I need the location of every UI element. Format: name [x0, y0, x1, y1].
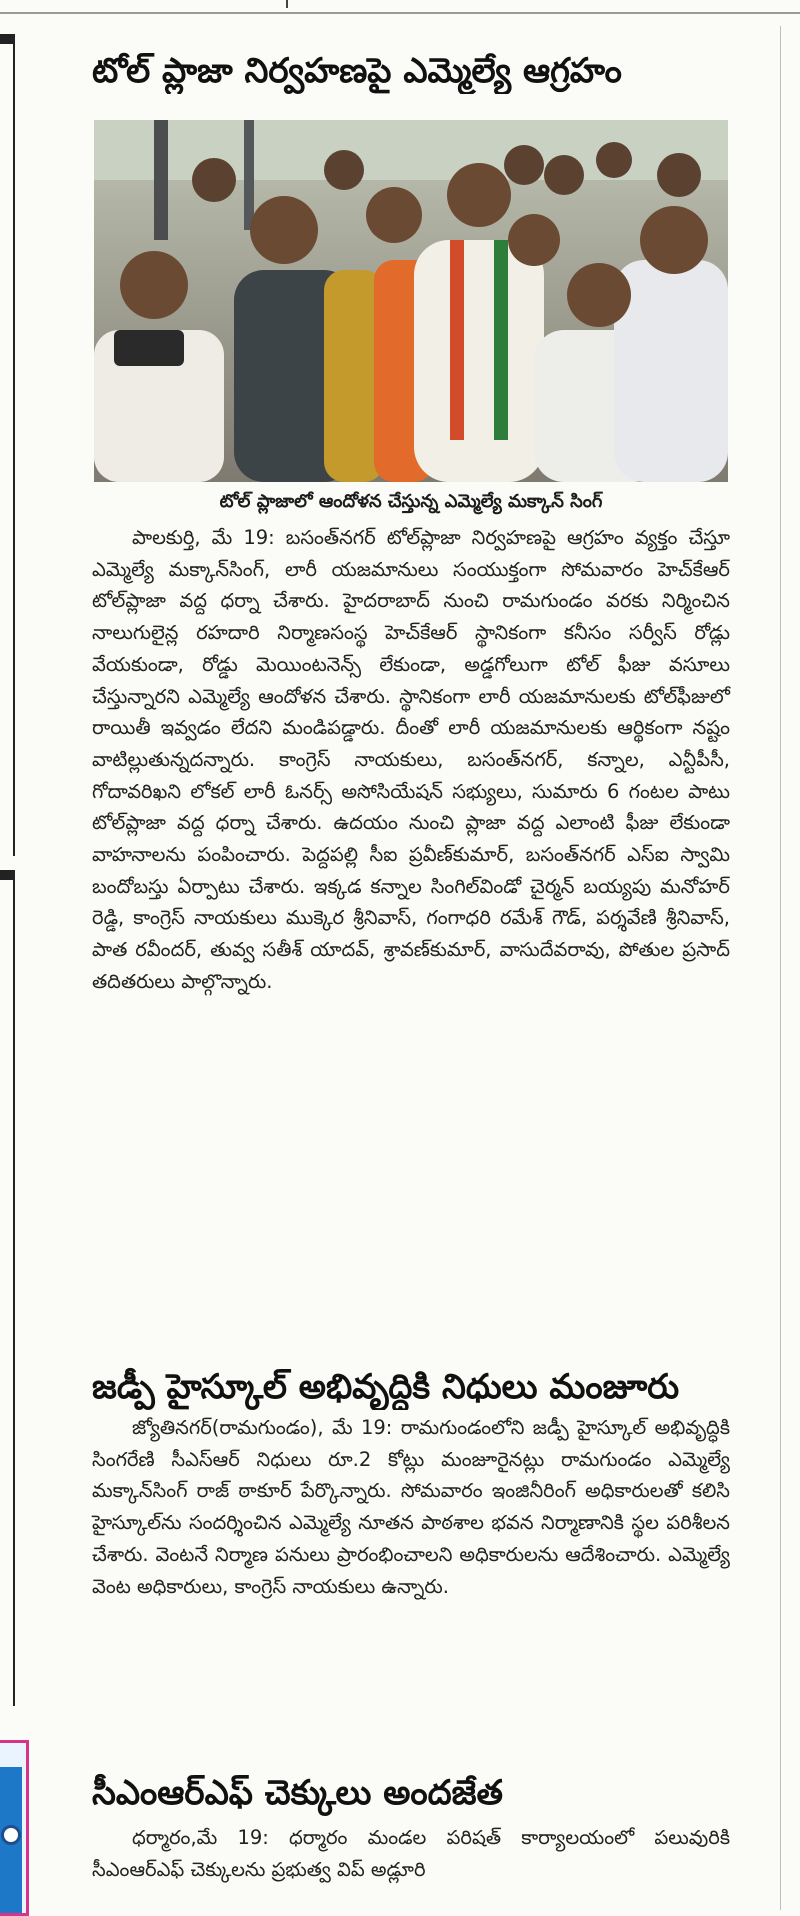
article-3-body: ధర్మారం,మే 19: ధర్మారం మండల పరిషత్ కార్యాలయంలో పలువురికి సీఎంఆర్‌ఎఫ్ చెక్కులను ప్రభుత్వ విప్ అడ్లూరి	[92, 1826, 730, 1881]
advertisement-fragment	[0, 1740, 29, 1916]
article-1-photo-caption: టోల్ ప్లాజాలో ఆందోళన చేస్తున్న ఎమ్మెల్యే మక్కాన్ సింగ్	[219, 491, 603, 512]
neighbor-column-lower	[0, 870, 15, 1706]
top-rule	[0, 12, 800, 14]
neighbor-column-upper	[0, 34, 15, 856]
crowd-photo-illustration	[94, 120, 728, 482]
article-1-body: పాలకుర్తి, మే 19: బసంత్‌నగర్ టోల్‌ప్లాజా నిర్వహణపై ఆగ్రహం వ్యక్తం చేస్తూ ఎమ్మెల్యే మక్కాన్‌సింగ్, లారీ యజమానులు సంయుక్తంగా సోమవారం హెచ్‌కేఆర్ టోల్‌ప్లాజా వద్ద ధర్నా చేశారు. హైదరాబాద్ నుంచి రామగుండం వరకు నిర్మించిన నాలుగులైన్ల రహదారి నిర్మాణసంస్థ హెచ్‌కేఆర్ స్థానికంగా కనీసం సర్వీస్ రోడ్లు వేయకుండా, రోడ్డు మెయింటనెన్స్ లేకుండా, అడ్డగోలుగా టోల్ ఫీజు వసూలు చేస్తున్నారని ఎమ్మెల్యే ఆందోళన చేశారు. స్థానికంగా లారీ యజమానులకు టోల్‌ఫీజులో రాయితీ ఇవ్వడం లేదని మండిపడ్డారు. దీంతో లారీ యజమానులకు ఆర్థికంగా నష్టం వాటిల్లుతున్నదన్నారు. కాంగ్రెస్ నాయకులు, బసంత్‌నగర్, కన్నాల, ఎన్టీపీసీ, గోదావరిఖని లోకల్ లారీ ఓనర్స్ అసోసియేషన్ సభ్యులు, సుమారు 6 గంటల పాటు టోల్‌ప్లాజా వద్ద ధర్నా చేశారు. ఉదయం నుంచి ప్లాజా వద్ద ఎలాంటి ఫీజు లేకుండా వాహనాలను పంపించారు. పెద్దపల్లి సీఐ ప్రవీణ్‌కుమార్, బసంత్‌నగర్ ఎస్ఐ స్వామి బందోబస్తు ఏర్పాటు చేశారు. ఇక్కడ కన్నాల సింగిల్‌విండో చైర్మన్ బయ్యపు మనోహర్ రెడ్డి, కాంగ్రెస్ నాయకులు ముక్కెర శ్రీనివాస్, గంగాధరి రమేశ్ గౌడ్, పర్శవేణి శ్రీనివాస్, పాత రవీందర్, తువ్వ సతీశ్ యాదవ్, శ్రావణ్‌కుమార్, వాసుదేవరావు, పోతుల ప్రసాద్ తదితరులు పాల్గొన్నారు.	[92, 526, 730, 993]
article-2-headline: జడ్పీ హైస్కూల్ అభివృద్ధికి నిధులు మంజూరు	[92, 1367, 680, 1407]
article-3-headline: సీఎంఆర్‌ఎఫ్ చెక్కులు అందజేత	[92, 1773, 503, 1813]
article-1-headline: టోల్ ప్లాజా నిర్వహణపై ఎమ్మెల్యే ఆగ్రహం	[92, 51, 622, 91]
top-tick-mark	[286, 0, 288, 8]
article-1-photo	[94, 120, 728, 482]
advertisement-logo-icon	[1, 1825, 21, 1845]
column-divider	[780, 26, 781, 1910]
article-2-body: జ్యోతినగర్(రామగుండం), మే 19: రామగుండంలోని జడ్పీ హైస్కూల్ అభివృద్ధికి సింగరేణి సీఎస్ఆర్ నిధులు రూ.2 కోట్లు మంజూరైనట్లు రామగుండం ఎమ్మెల్యే మక్కాన్‌సింగ్ రాజ్ ఠాకూర్ పేర్కొన్నారు. సోమవారం ఇంజినీరింగ్ అధికారులతో కలిసి హైస్కూల్‌ను సందర్శించిన ఎమ్మెల్యే నూతన పాఠశాల భవన నిర్మాణానికి స్థల పరిశీలన చేశారు. వెంటనే నిర్మాణ పనులు ప్రారంభించాలని అధికారులను ఆదేశించారు. ఎమ్మెల్యే వెంట అధికారులు, కాంగ్రెస్ నాయకులు ఉన్నారు.	[92, 1416, 730, 1598]
